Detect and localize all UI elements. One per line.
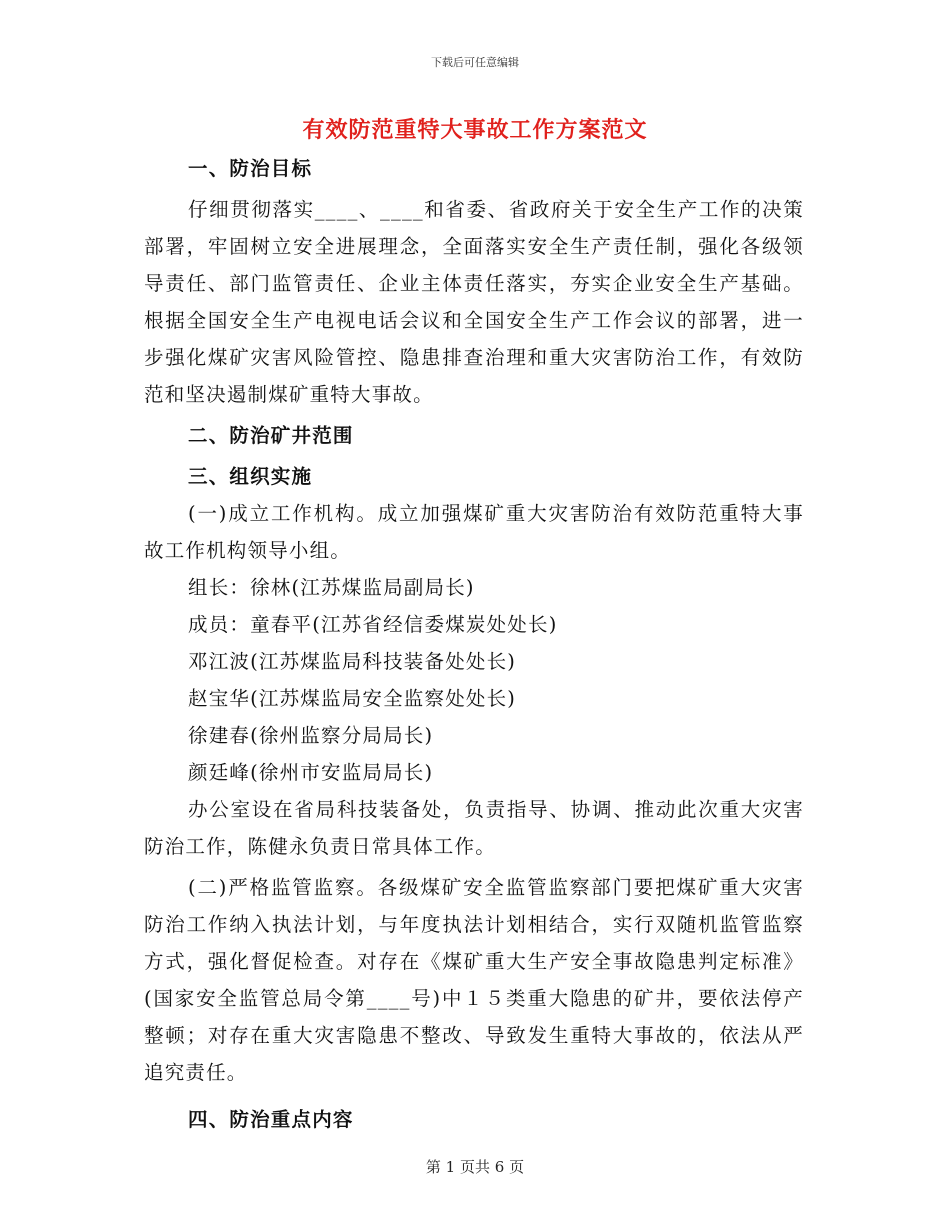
member-line-4: 徐建春(徐州监察分局局长) xyxy=(188,724,434,747)
office-paragraph: 办公室设在省局科技装备处，负责指导、协调、推动此次重大灾害防治工作，陈健永负责日常具体工作。 xyxy=(144,798,804,858)
member-line-5: 颜廷峰(徐州市安监局局长) xyxy=(188,761,434,784)
page-header-note: 下载后可任意编辑 xyxy=(431,56,519,69)
member-line-1: 成员：童春平(江苏省经信委煤炭处处长) xyxy=(188,613,558,636)
section-heading-4: 四、防治重点内容 xyxy=(188,1108,354,1131)
leader-line: 组长：徐林(江苏煤监局副局长) xyxy=(188,576,475,599)
section-heading-1: 一、防治目标 xyxy=(188,157,313,180)
document-title: 有效防范重特大事故工作方案范文 xyxy=(302,117,648,143)
section-3-paragraph-2: (二)严格监管监察。各级煤矿安全监管监察部门要把煤矿重大灾害防治工作纳入执法计划，与年度执法计划相结合，实行双随机监管监察方式，强化督促检查。对存在《煤矿重大生产安全事故隐患判定标准》(国家安全监管总局令第____号)中１５类重大隐患的矿井，要依法停产整顿；对存在重大灾害隐患不整改、导致发生重特大事故的，依法从严追究责任。 xyxy=(144,876,804,1084)
section-heading-3: 三、组织实施 xyxy=(188,465,313,488)
member-line-2: 邓江波(江苏煤监局科技装备处处长) xyxy=(188,650,517,673)
page-footer: 第 1 页共 6 页 xyxy=(425,1158,525,1176)
section-1-paragraph: 仔细贯彻落实____、____和省委、省政府关于安全生产工作的决策部署，牢固树立安全进展理念，全面落实安全生产责任制，强化各级领导责任、部门监管责任、企业主体责任落实，夯实企业安全生产基础。根据全国安全生产电视电话会议和全国安全生产工作会议的部署，进一步强化煤矿灾害风险管控、隐患排查治理和重大灾害防治工作，有效防范和坚决遏制煤矿重特大事故。 xyxy=(144,198,804,406)
member-line-3: 赵宝华(江苏煤监局安全监察处处长) xyxy=(188,687,517,710)
section-heading-2: 二、防治矿井范围 xyxy=(188,424,354,447)
document-body xyxy=(144,150,804,1138)
section-3-paragraph-1: (一)成立工作机构。成立加强煤矿重大灾害防治有效防范重特大事故工作机构领导小组。 xyxy=(144,502,804,562)
